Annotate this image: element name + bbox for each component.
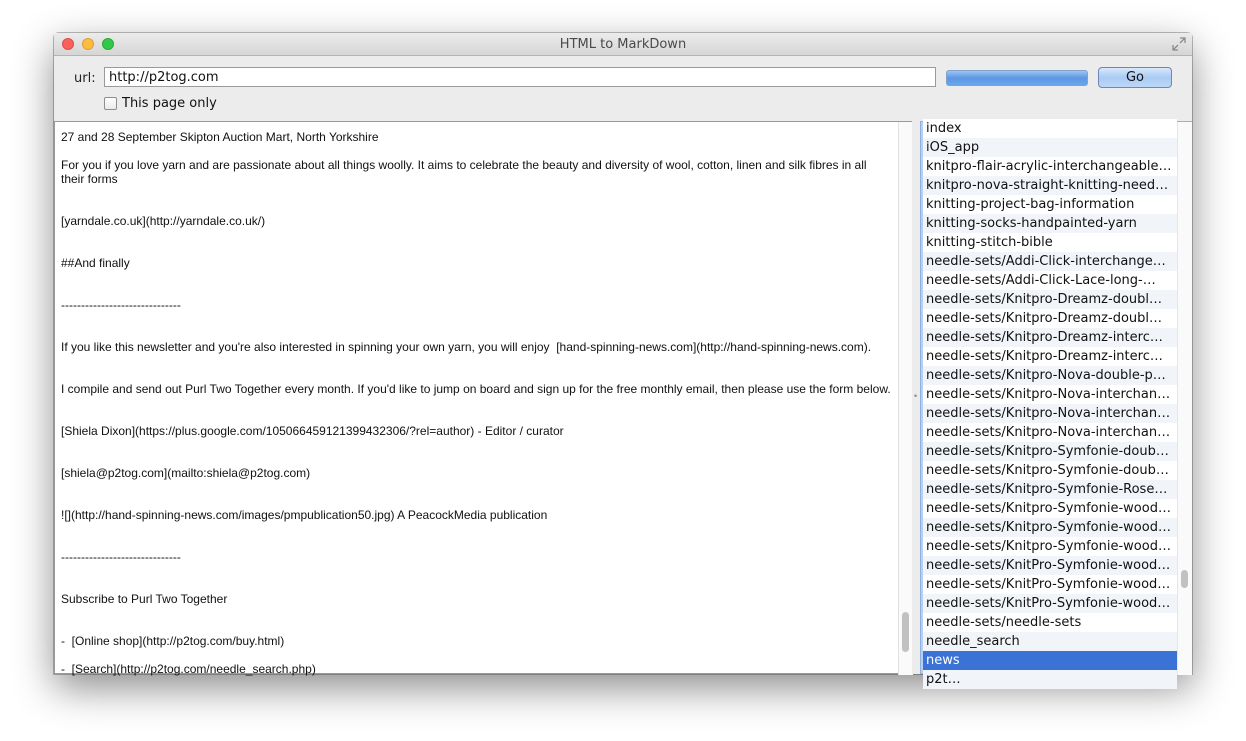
page-list-scroll-thumb[interactable] bbox=[1181, 570, 1188, 588]
page-list-item[interactable]: needle-sets/KnitPro-Symfonie-wood… bbox=[923, 556, 1177, 575]
page-list-item[interactable]: needle-sets/Knitpro-Nova-interchan… bbox=[923, 404, 1177, 423]
markdown-line: Subscribe to Purl Two Together bbox=[61, 592, 228, 606]
markdown-scrollbar[interactable] bbox=[898, 122, 913, 675]
markdown-line: I compile and send out Purl Two Together every month. If you'd like to jump on board and sign up for the free monthly email, then please use the form below. bbox=[61, 382, 891, 396]
markdown-line: - [Search](http://p2tog.com/needle_search.php) bbox=[61, 662, 316, 676]
page-list-item[interactable]: needle-sets/KnitPro-Symfonie-wood… bbox=[923, 594, 1177, 613]
page-list-items bbox=[923, 119, 1177, 689]
markdown-line: For you if you love yarn and are passionate about all things woolly. It aims to celebrate the beauty and diversity of wool, cotton, linen and silk fibres in all their forms bbox=[61, 158, 870, 186]
split-view-divider[interactable] bbox=[912, 121, 920, 674]
page-list-item[interactable]: knitting-project-bag-information bbox=[923, 195, 1177, 214]
markdown-line: ##And finally bbox=[61, 256, 130, 270]
page-list-item[interactable]: needle_search bbox=[923, 632, 1177, 651]
markdown-line: - [Online shop](http://p2tog.com/buy.html) bbox=[61, 634, 285, 648]
window-title: HTML to MarkDown bbox=[559, 37, 687, 52]
page-list-item[interactable]: needle-sets/Knitpro-Symfonie-wood… bbox=[923, 518, 1177, 537]
markdown-line: ------------------------------ bbox=[61, 550, 181, 564]
page-list-item[interactable]: needle-sets/Knitpro-Symfonie-Rose… bbox=[923, 480, 1177, 499]
go-button[interactable]: Go bbox=[1098, 67, 1172, 88]
app-window bbox=[54, 33, 1192, 687]
markdown-output[interactable] bbox=[54, 121, 912, 674]
page-list-item[interactable]: knitting-socks-handpainted-yarn bbox=[923, 214, 1177, 233]
page-list-item[interactable]: news bbox=[923, 651, 1177, 670]
page-list[interactable] bbox=[920, 121, 1192, 687]
page-list-item[interactable]: needle-sets/Knitpro-Dreamz-doubl… bbox=[923, 290, 1177, 309]
page-list-item[interactable]: needle-sets/Knitpro-Dreamz-interc… bbox=[923, 347, 1177, 366]
page-list-item[interactable]: index bbox=[923, 119, 1177, 138]
markdown-line: If you like this newsletter and you're also interested in spinning your own yarn, you will enjoy [hand-spinning-news.com](http://hand-spinning-news.com). bbox=[61, 340, 872, 354]
page-list-item[interactable]: needle-sets/Knitpro-Symfonie-doub… bbox=[923, 461, 1177, 480]
progress-bar bbox=[946, 70, 1088, 86]
page-list-item[interactable]: needle-sets/Knitpro-Symfonie-wood… bbox=[923, 537, 1177, 556]
page-list-item[interactable]: needle-sets/Knitpro-Nova-double-p… bbox=[923, 366, 1177, 385]
fullscreen-icon[interactable] bbox=[1172, 37, 1186, 51]
page-list-item[interactable]: needle-sets/Knitpro-Nova-interchan… bbox=[923, 423, 1177, 442]
markdown-line: 27 and 28 September Skipton Auction Mart, North Yorkshire bbox=[61, 130, 379, 144]
page-list-item[interactable]: knitpro-nova-straight-knitting-need… bbox=[923, 176, 1177, 195]
markdown-text[interactable] bbox=[61, 130, 893, 690]
url-input[interactable] bbox=[104, 67, 936, 87]
page-list-scrollbar[interactable] bbox=[1177, 122, 1192, 675]
page-list-item[interactable]: needle-sets/Knitpro-Symfonie-wood… bbox=[923, 499, 1177, 518]
title-bar[interactable] bbox=[54, 33, 1192, 56]
markdown-line: [yarndale.co.uk](http://yarndale.co.uk/) bbox=[61, 214, 266, 228]
page-list-item[interactable]: needle-sets/Knitpro-Nova-interchan… bbox=[923, 385, 1177, 404]
this-page-only-checkbox[interactable] bbox=[104, 97, 117, 110]
page-list-item[interactable]: needle-sets/Addi-Click-interchange… bbox=[923, 252, 1177, 271]
page-list-item[interactable]: knitting-stitch-bible bbox=[923, 233, 1177, 252]
page-list-item[interactable]: needle-sets/Knitpro-Dreamz-interc… bbox=[923, 328, 1177, 347]
markdown-line: [shiela@p2tog.com](mailto:shiela@p2tog.com) bbox=[61, 466, 311, 480]
page-list-item[interactable]: needle-sets/KnitPro-Symfonie-wood… bbox=[923, 575, 1177, 594]
markdown-line: ------------------------------ bbox=[61, 298, 181, 312]
page-list-item[interactable]: knitpro-flair-acrylic-interchangeable… bbox=[923, 157, 1177, 176]
markdown-scroll-thumb[interactable] bbox=[902, 612, 909, 652]
page-list-item[interactable]: needle-sets/Knitpro-Symfonie-doub… bbox=[923, 442, 1177, 461]
divider-grip-icon: • bbox=[914, 391, 918, 401]
this-page-only-label[interactable]: This page only bbox=[122, 96, 217, 111]
page-list-item[interactable]: needle-sets/needle-sets bbox=[923, 613, 1177, 632]
markdown-line: ![](http://hand-spinning-news.com/images/pmpublication50.jpg) A PeacockMedia publication bbox=[61, 508, 548, 522]
page-list-item[interactable]: p2t… bbox=[923, 670, 1177, 689]
page-list-item[interactable]: needle-sets/Addi-Click-Lace-long-… bbox=[923, 271, 1177, 290]
page-list-item[interactable]: needle-sets/Knitpro-Dreamz-doubl… bbox=[923, 309, 1177, 328]
markdown-line: [Shiela Dixon](https://plus.google.com/105066459121399432306/?rel=author) - Editor / curator bbox=[61, 424, 564, 438]
page-list-item[interactable]: iOS_app bbox=[923, 138, 1177, 157]
url-label: url: bbox=[74, 71, 96, 86]
